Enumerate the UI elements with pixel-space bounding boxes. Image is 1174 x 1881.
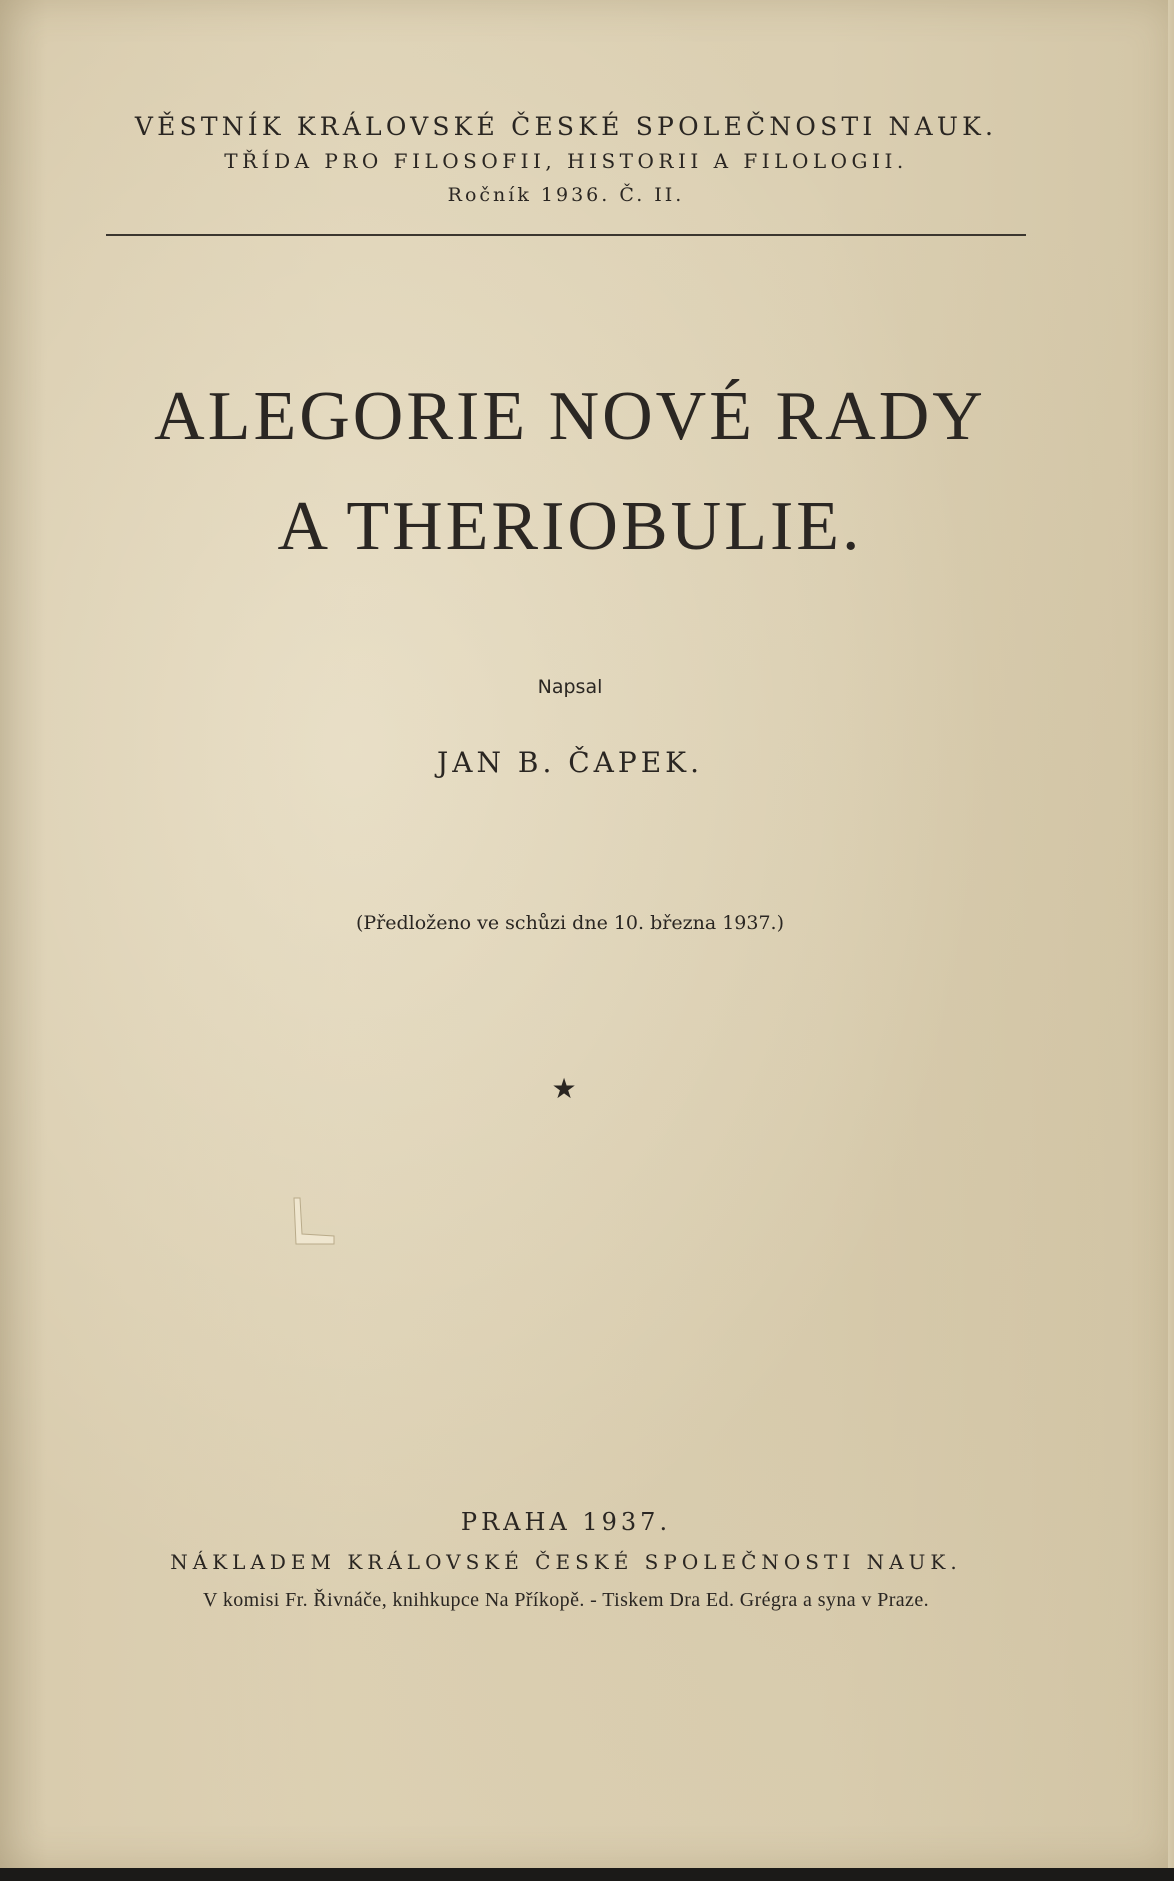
- paper-damage-mark: [288, 1194, 338, 1250]
- journal-section: TŘÍDA PRO FILOSOFII, HISTORII A FILOLOGII.: [224, 149, 908, 173]
- journal-header: [106, 110, 1026, 212]
- journal-name: VĚSTNÍK KRÁLOVSKÉ ČESKÉ SPOLEČNOSTI NAUK.: [134, 112, 998, 141]
- page-title: [80, 362, 1060, 582]
- imprint-publisher: NÁKLADEM KRÁLOVSKÉ ČESKÉ SPOLEČNOSTI NAUK.: [170, 1550, 962, 1574]
- imprint-printer: V komisi Fr. Řivnáče, knihkupce Na Příkopě. - Tiskem Dra Ed. Grégra a syna v Praze.: [202, 1589, 930, 1611]
- imprint: [96, 1502, 1036, 1618]
- byline-label: Napsal: [537, 676, 603, 698]
- star-icon: ★: [551, 1072, 577, 1105]
- presentation-note: (Předloženo ve schůzi dne 10. března 1937.): [355, 912, 785, 934]
- title-line-2: A THERIOBULIE.: [277, 488, 863, 565]
- page-edge: [1168, 0, 1174, 1868]
- title-line-1: ALEGORIE NOVÉ RADY: [154, 378, 986, 455]
- journal-volume: Ročník 1936. Č. II.: [447, 184, 685, 206]
- header-divider: [106, 234, 1026, 236]
- imprint-place-year: PRAHA 1937.: [460, 1508, 672, 1536]
- author-name: JAN B. ČAPEK.: [437, 746, 703, 779]
